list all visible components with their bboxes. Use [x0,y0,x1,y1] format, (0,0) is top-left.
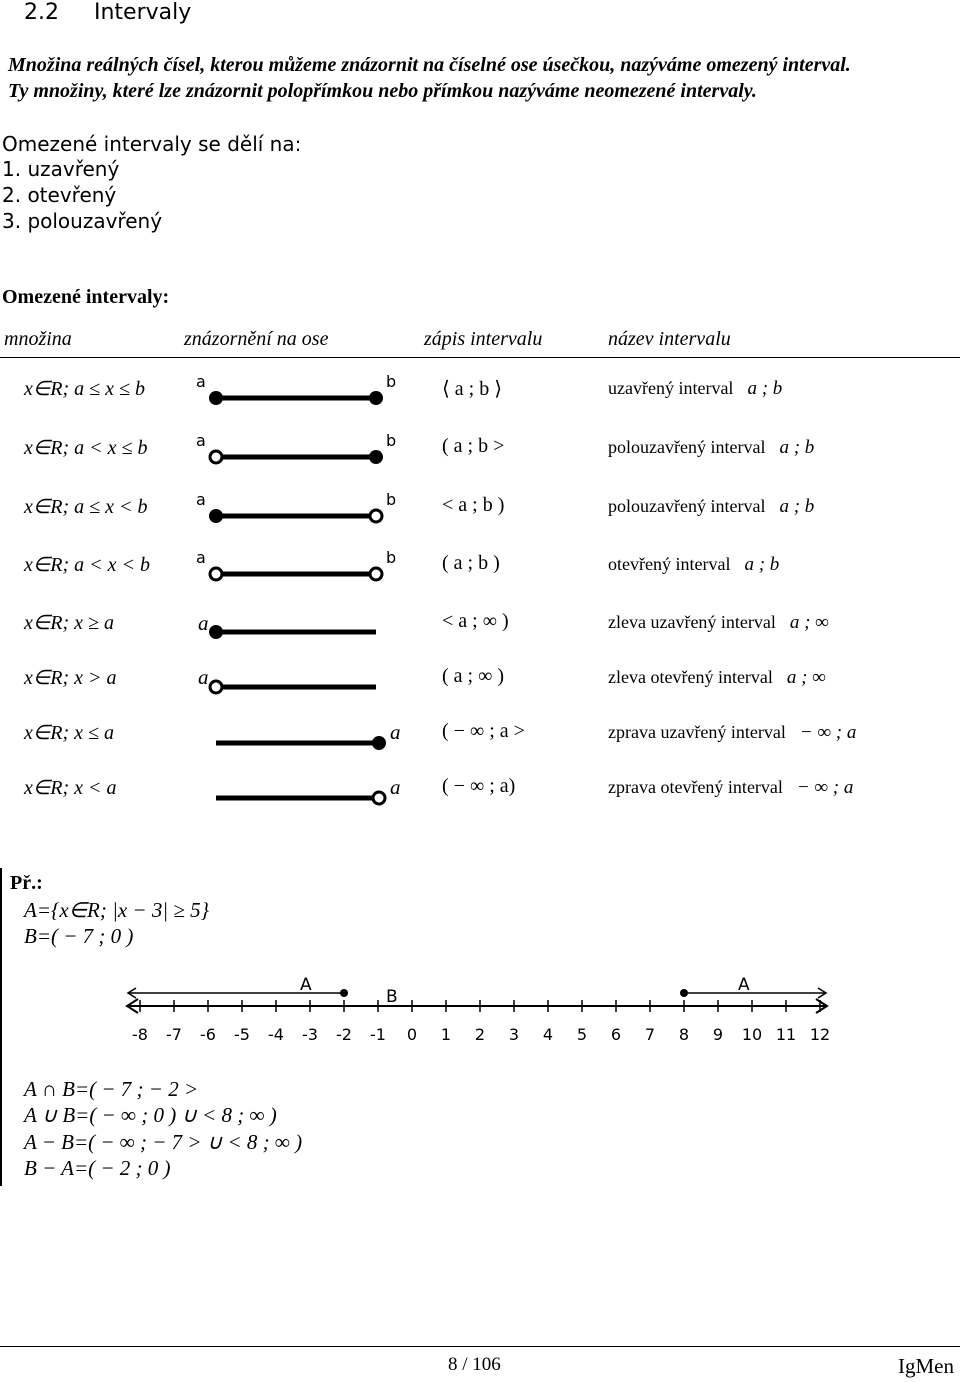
author: IgMen [898,1354,954,1378]
column-header-diagram: znázornění na ose [184,328,329,350]
row-4-notation: ( a ; b ) [442,552,500,574]
row-5-notation: < a ; ∞ ) [442,610,509,632]
axis-tick-label: 12 [809,1025,831,1044]
result-difference-a-b: A − B=( − ∞ ; − 7 > ∪ < 8 ; ∞ ) [24,1130,303,1154]
axis-tick-label: -7 [166,1025,182,1044]
axis-tick-label: 7 [644,1025,656,1044]
row-1-set: x∈R; a ≤ x ≤ b [24,378,146,400]
axis-tick-label: 4 [542,1025,554,1044]
row-5-set: x∈R; x ≥ a [24,612,115,634]
set-b-label: B [386,987,398,1007]
diagram-row-3-label-b: b [386,490,397,509]
axis-tick-label: -1 [370,1025,386,1044]
row-3-set: x∈R; a ≤ x < b [24,496,148,518]
row-7-name-text: zprava uzavřený interval [608,722,786,742]
example-given-b: B=( − 7 ; 0 ) [24,924,134,948]
section-number: 2.2 [24,0,59,25]
bounded-type-2: 2. otevřený [2,183,117,207]
example-given-a: A={x∈R; |x − 3| ≥ 5} [24,898,210,922]
footer-rule [0,1346,960,1347]
row-7-notation: ( − ∞ ; a > [442,720,525,742]
row-7-set: x∈R; x ≤ a [24,722,115,744]
bounded-intro: Omezené intervaly se dělí na: [2,132,302,156]
row-8-notation: ( − ∞ ; a) [442,775,516,797]
row-6-symbol: a ; ∞ [786,667,826,688]
diagram-row-4-label-a: a [196,548,206,567]
column-header-notation: zápis intervalu [424,328,543,350]
axis-tick-label: 11 [775,1025,797,1044]
row-8-name-text: zprava otevřený interval [608,777,783,797]
bounded-type-3: 3. polouzavřený [2,209,163,233]
axis-tick-label: -6 [200,1025,216,1044]
section-title: Intervaly [94,0,192,25]
set-a-left-endpoint [340,989,348,997]
axis-tick-label: 1 [440,1025,452,1044]
set-a-right-endpoint [680,989,688,997]
axis-tick-label: -4 [268,1025,284,1044]
axis-tick-label: 6 [610,1025,622,1044]
row-3-name-text: polouzavřený interval [608,496,766,516]
bounded-type-1: 1. uzavřený [2,157,120,181]
axis-tick-label: -2 [336,1025,352,1044]
row-2-set: x∈R; a < x ≤ b [24,437,148,459]
diagram-row-1-label-a: a [196,372,206,391]
result-union: A ∪ B=( − ∞ ; 0 ) ∪ < 8 ; ∞ ) [24,1103,277,1127]
row-2-notation: ( a ; b > [442,435,505,457]
column-header-set: množina [4,328,72,350]
set-a-right-label: A [738,975,750,995]
diagram-row-2-label-a: a [196,431,206,450]
diagram-row-7-label-a: a [390,720,401,744]
row-6-notation: ( a ; ∞ ) [442,665,505,687]
row-1-symbol: a ; b [747,378,783,399]
row-5-name-text: zleva uzavřený interval [608,612,776,632]
row-1-name-text: uzavřený interval [608,378,734,398]
table-heading: Omezené intervaly: [2,286,170,308]
row-2-name-text: polouzavřený interval [608,437,766,457]
row-8-set: x∈R; x < a [24,777,117,799]
axis-tick-label: -3 [302,1025,318,1044]
diagram-row-5-label-a: a [198,611,209,635]
axis-tick-label: 10 [741,1025,763,1044]
row-4-symbol: a ; b [744,554,780,575]
axis-tick-label: 9 [712,1025,724,1044]
row-8-symbol: − ∞ ; a [796,777,854,798]
row-4-name-text: otevřený interval [608,554,731,574]
page-number: 8 / 106 [448,1354,501,1375]
axis-tick-label: 3 [508,1025,520,1044]
row-3-notation: < a ; b ) [442,494,505,516]
definition-line-2: Ty množiny, které lze znázornit polopřímkou nebo přímkou nazýváme neomezené intervaly. [8,80,757,102]
row-6-set: x∈R; x > a [24,667,117,689]
diagram-row-1-label-b: b [386,372,397,391]
row-4-set: x∈R; a < x < b [24,554,151,576]
example-label: Př.: [10,872,43,894]
diagram-row-4-label-b: b [386,548,397,567]
axis-tick-label: 2 [474,1025,486,1044]
axis-tick-label: 0 [406,1025,418,1044]
row-3-symbol: a ; b [779,496,815,517]
diagram-row-3-label-a: a [196,490,206,509]
diagram-row-2-label-b: b [386,431,397,450]
column-header-name: název intervalu [608,328,731,350]
result-difference-b-a: B − A=( − 2 ; 0 ) [24,1156,171,1180]
row-7-symbol: − ∞ ; a [799,722,857,743]
axis-tick-label: -5 [234,1025,250,1044]
axis-tick-label: 5 [576,1025,588,1044]
diagram-row-8-label-a: a [390,775,401,799]
set-a-left-label: A [300,975,312,995]
definition-line-1: Množina reálných čísel, kterou můžeme znázornit na číselné ose úsečkou, nazýváme omezený interval. [8,54,851,76]
row-6-name-text: zleva otevřený interval [608,667,773,687]
row-2-symbol: a ; b [779,437,815,458]
axis-tick-label: -8 [132,1025,148,1044]
axis-tick-label: 8 [678,1025,690,1044]
row-5-symbol: a ; ∞ [789,612,829,633]
diagram-row-6-label-a: a [198,665,209,689]
result-intersection: A ∩ B=( − 7 ; − 2 > [24,1077,199,1101]
row-1-notation: ⟨ a ; b ⟩ [442,378,503,400]
